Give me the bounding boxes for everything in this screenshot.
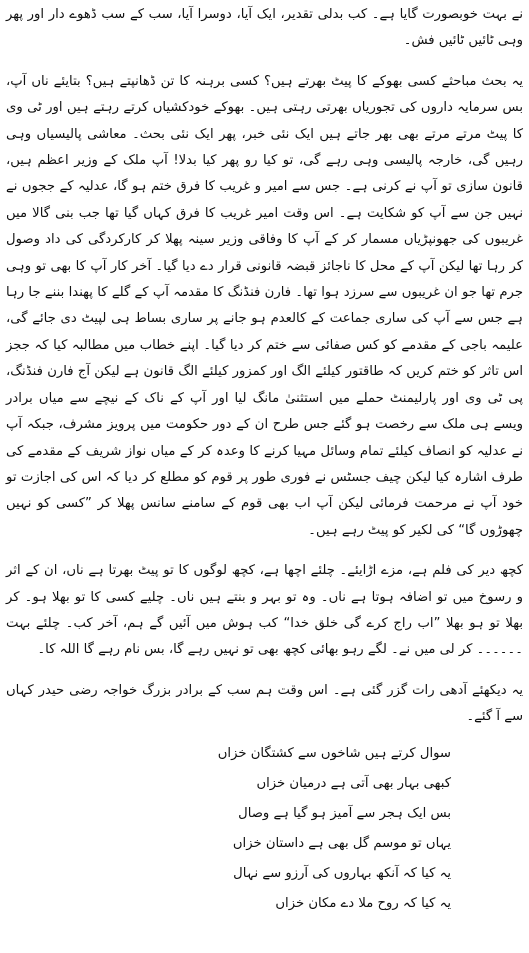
poem-verse: سوال کرتے ہیں شاخوں سے کشتگان خزاں (217, 745, 451, 761)
poem-verse: کبھی بہار بھی آتی ہے درمیان خزاں (256, 775, 451, 791)
paragraph-midnight: یہ دیکھئے آدھی رات گزر گئی ہے۔ اس وقت ہم سب کے برادر بزرگ خواجہ رضی حیدر کہاں سے آ گئے۔ (6, 682, 523, 725)
poem-verse: یہاں تو موسم گل بھی ہے داستان خزاں (232, 835, 451, 851)
poem (6, 739, 523, 919)
paragraph-intro-tail: نے بہت خوبصورت گایا ہے۔ کب بدلی تقدیر، ایک آیا، دوسرا آیا، سب کے سب ڈھوے دار اور پھر وہی ٹائیں ٹائیں فش۔ (6, 7, 523, 49)
paragraph-film: کچھ دیر کی فلم ہے، مزے اڑایئے۔ چلئے اچھا ہے، کچھ لوگوں کا تو پیٹ بھرتا ہے ناں، ان کے اثر و رسوخ میں تو اضافہ ہوتا ہے ناں۔ وہ تو بہر و بنتے ہیں ناں۔ چلیے کسی کا تو بھلا ہو۔ کر بھلا تو ہو بھلا ”اب راج کرے گی خلق خدا“ کب ہوش میں آئیں گے ہم، آخر کب۔ چلئے بہت ۔۔۔۔۔۔ کر لی میں نے۔ لگے رہو بھائی کچھ بھی تو نہیں رہے گا، بس نام رہے گا اللہ کا۔ (6, 563, 523, 658)
poem-verse: یہ کیا کہ روح ملا دے مکان خزاں (275, 895, 451, 911)
paragraph-debate: یہ بحث مباحثے کسی بھوکے کا پیٹ بھرتے ہیں؟ کسی برہنہ کا تن ڈھانپتے ہیں؟ بتایئے ناں آپ، بس سرمایہ داروں کی تجوریاں بھرتی رہتی ہیں۔ بھوکے خودکشیاں کرتے رہتے ہیں اور ٹی وی کا پیٹ مرتے مرتے بھی بھر جاتے ہیں ایک نئی خبر، پھر ایک نئی بحث۔ معاشی پالیسیاں وہی رہیں گی، خارجہ پالیسی وہی رہے گی، تو کیا رو پھر کیا بدلا! آپ ملک کے وزیر اعظم ہیں، قانون سازی تو آپ نے کرنی ہے۔ جس سے امیر و غریب کا فرق ختم ہو گا، عدلیہ کے ججوں نے نہیں جن سے آپ کو شکایت ہے۔ اس وقت امیر غریب کا فرق کہاں گیا تھا جب بنی گالا میں غریبوں کی جھونپڑیاں مسمار کر کے آپ کا وفاقی وزیر سینہ پھلا کر کارکردگی کی داد وصول کر رہا تھا لیکن آپ کے محل کا ناجائز قبضہ قانونی قرار دے دیا گیا۔ آخر کار آپ کا بھی تو وہی جرم تھا جو ان غریبوں سے سرزد ہوا تھا۔ فارن فنڈنگ کا مقدمہ آپ کے گلے کا پھندا بننے جا رہا ہے جس سے آپ کی ساری جماعت کے کالعدم ہو جانے پر ساری بساط ہی لپیٹ دی جائے گی، علیمہ باجی کے مقدمے کو کس صفائی سے ختم کر دیا گیا۔ اپنے خطاب میں مطالبہ کیا کہ ججز اس تاثر کو ختم کریں کہ طاقتور کیلئے الگ اور کمزور کیلئے الگ قانون ہے لیکن آج فارن فنڈنگ، پی ٹی وی اور پارلیمنٹ حملے میں استثنیٰ مانگ لیا اور آپ کے ناک کے نیچے سے میاں برادر ویسے ہی ملک سے رخصت ہو گئے جس طرح ان کے دور حکومت میں پرویز مشرف، جبکہ آپ نے عدلیہ کو انصاف کیلئے تمام وسائل مہیا کرنے کا وعدہ کر کے میاں نواز شریف کے مقدمے کی طرف اشارہ کیا لیکن چیف جسٹس نے فوری طور پر قوم کو مطلع کر دیا کہ اس کی اجازت تو خود آپ نے مرحمت فرمائی لیکن آپ اب بھی قوم کے سامنے سانس پھلا کر ”کسی کو نہیں چھوڑوں گا“ کی لکیر کو پیٹ رہے ہیں۔ (6, 73, 523, 538)
poem-verse: بس ایک ہجر سے آمیز ہو گیا ہے وصال (238, 805, 451, 821)
poem-verse: یہ کیا کہ آنکھ بہاروں کی آرزو سے نہال (233, 865, 451, 881)
article (6, 2, 523, 919)
